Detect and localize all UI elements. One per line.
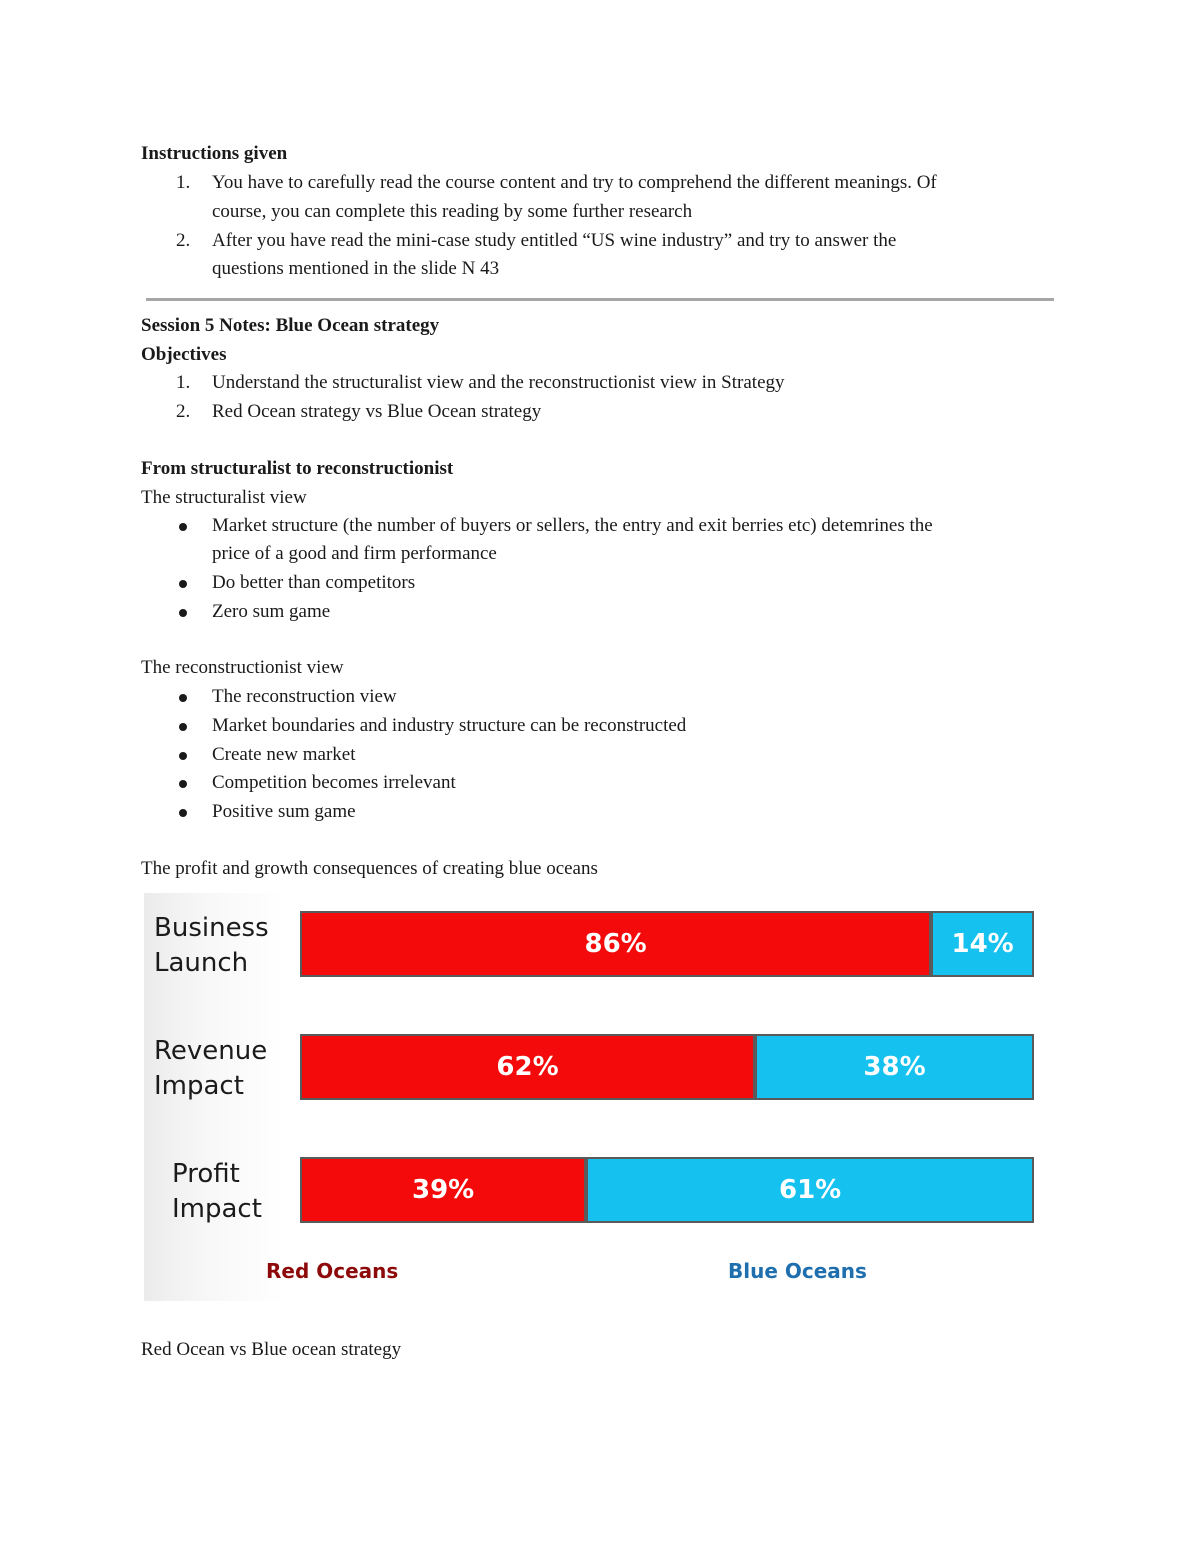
category-label: Business Launch (154, 913, 269, 978)
bullet-icon (179, 694, 187, 702)
bullet-icon (179, 523, 187, 531)
objective-1: Understand the structuralist view and the reconstructionist view in Strategy (212, 372, 785, 393)
legend-red-oceans: Red Oceans (266, 1259, 399, 1283)
reconstructionist-item-2: Market boundaries and industry structure can be reconstructed (212, 715, 687, 736)
bullet-icon (179, 580, 187, 588)
horizontal-divider (146, 298, 1054, 301)
bar-row (300, 1157, 1034, 1223)
session-title: Session 5 Notes: Blue Ocean strategy (141, 315, 440, 336)
instruction-1-line-1: You have to carefully read the course content and try to comprehend the different meanings. Of (212, 172, 937, 193)
objective-number: 1. (176, 372, 191, 393)
bullet-icon (179, 723, 187, 731)
bullet-icon (179, 609, 187, 617)
reconstructionist-label: The reconstructionist view (141, 657, 344, 678)
objective-2: Red Ocean strategy vs Blue Ocean strategy (212, 401, 542, 422)
instructions-heading: Instructions given (141, 143, 288, 164)
instruction-2-line-2: questions mentioned in the slide N 43 (212, 258, 500, 279)
category-label: Revenue Impact (154, 1036, 268, 1101)
blue-ocean-bar: 14% (931, 911, 1034, 977)
instruction-2-line-1: After you have read the mini-case study entitled “US wine industry” and try to answer the (212, 230, 897, 251)
blue-ocean-bar: 38% (755, 1034, 1034, 1100)
legend-blue-oceans: Blue Oceans (728, 1259, 867, 1283)
structuralist-item-3: Zero sum game (212, 601, 331, 622)
objectives-heading: Objectives (141, 344, 227, 365)
bullet-icon (179, 780, 187, 788)
reconstructionist-item-3: Create new market (212, 744, 356, 765)
chart-intro: The profit and growth consequences of creating blue oceans (141, 858, 598, 879)
stacked-bar-chart (144, 893, 1048, 1301)
category-label: Profit Impact (172, 1159, 262, 1224)
reconstructionist-item-4: Competition becomes irrelevant (212, 772, 456, 793)
bullet-icon (179, 809, 187, 817)
structuralist-item-2: Do better than competitors (212, 572, 416, 593)
objective-number: 2. (176, 401, 191, 422)
red-ocean-bar: 86% (300, 911, 931, 977)
blue-ocean-bar: 61% (586, 1157, 1034, 1223)
instruction-1-line-2: course, you can complete this reading by some further research (212, 201, 693, 222)
instruction-number: 1. (176, 172, 191, 193)
reconstructionist-item-5: Positive sum game (212, 801, 356, 822)
structuralist-item-1-line-2: price of a good and firm performance (212, 543, 497, 564)
structuralist-label: The structuralist view (141, 487, 307, 508)
closing-line: Red Ocean vs Blue ocean strategy (141, 1339, 402, 1360)
structuralist-item-1-line-1: Market structure (the number of buyers or sellers, the entry and exit berries etc) detemrines the (212, 515, 933, 536)
red-ocean-bar: 62% (300, 1034, 755, 1100)
red-ocean-bar: 39% (300, 1157, 586, 1223)
instruction-number: 2. (176, 230, 191, 251)
bullet-icon (179, 752, 187, 760)
reconstructionist-item-1: The reconstruction view (212, 686, 397, 707)
bar-row (300, 911, 1034, 977)
section-heading: From structuralist to reconstructionist (141, 458, 454, 479)
bar-row (300, 1034, 1034, 1100)
